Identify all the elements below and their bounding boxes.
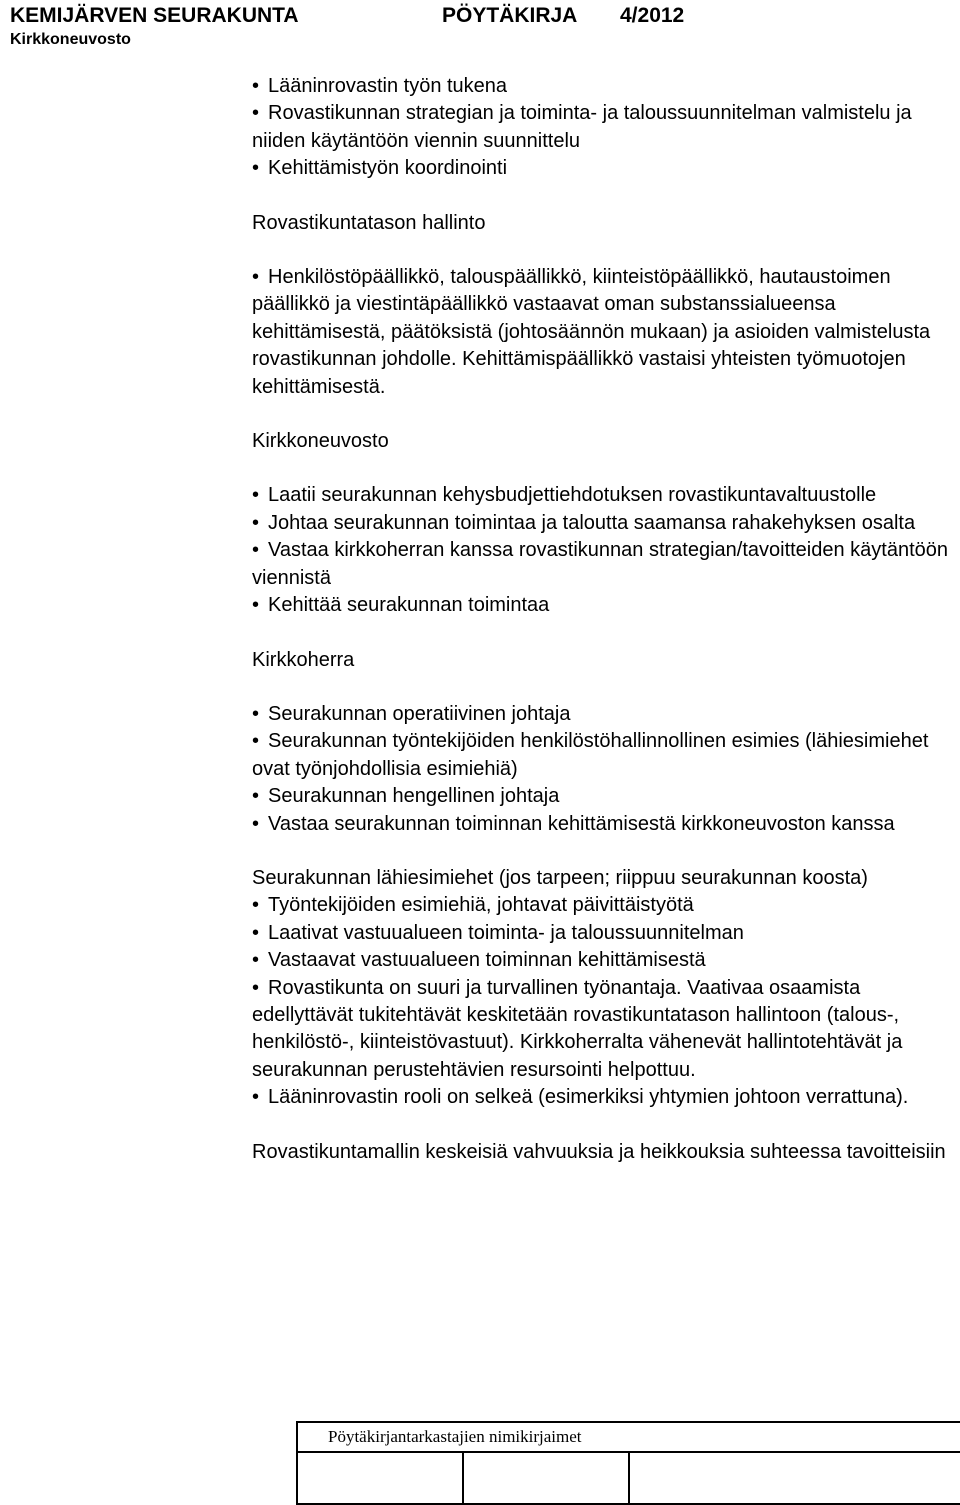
bullet-icon: •: [252, 949, 260, 972]
bullet-text: Laatii seurakunnan kehysbudjettiehdotuksen rovastikuntavaltuustolle: [268, 484, 877, 507]
bullet-text: Vastaavat vastuualueen toiminnan kehittämisestä: [268, 949, 706, 972]
paragraph-gap: [252, 455, 957, 482]
bullet-item: [252, 100, 957, 155]
bullet-item: [252, 975, 957, 1085]
section-heading: Rovastikuntatason hallinto: [252, 211, 486, 234]
bullet-item: [252, 73, 957, 100]
bullet-text: Kehittämistyön koordinointi: [268, 157, 508, 180]
bullet-icon: •: [252, 511, 260, 534]
bullet-text: Lääninrovastin rooli on selkeä (esimerkiksi yhtymien johtoon verrattuna).: [268, 1086, 909, 1109]
bullet-icon: •: [252, 539, 260, 562]
initials-cell[interactable]: [630, 1453, 960, 1505]
bullet-icon: •: [252, 785, 260, 808]
bullet-item: [252, 482, 957, 509]
bullet-icon: •: [252, 730, 260, 753]
bullet-item: [252, 510, 957, 537]
paragraph-gap: [252, 1112, 957, 1139]
bullet-icon: •: [252, 894, 260, 917]
bullet-item: [252, 920, 957, 947]
bullet-text: Kehittää seurakunnan toimintaa: [268, 594, 550, 617]
initials-cell[interactable]: [464, 1453, 630, 1505]
bullet-icon: •: [252, 812, 260, 835]
paragraph-gap: [252, 620, 957, 647]
initials-cell[interactable]: [298, 1453, 464, 1505]
document-number: 4/2012: [620, 4, 685, 27]
bullet-item: [252, 783, 957, 810]
bullet-icon: •: [252, 976, 260, 999]
section-heading: Seurakunnan lähiesimiehet (jos tarpeen; riippuu seurakunnan koosta): [252, 866, 868, 889]
bullet-icon: •: [252, 921, 260, 944]
header-line: [10, 2, 950, 30]
paragraph-gap: [252, 674, 957, 701]
bullet-item: [252, 264, 957, 401]
bullet-item: [252, 811, 957, 838]
paragraph-gap: [252, 838, 957, 865]
document-header: [10, 2, 950, 50]
bullet-text: Rovastikunta on suuri ja turvallinen työnantaja. Vaativaa osaamista edellyttävät tukitehtävät keskitetään rovastikuntatason hallintoon (talous-, henkilöstö-, kiinteistövastuut). Kirkkoherralta vähenevät hallintotehtävät ja seurakunnan perustehtävien resursointi helpottuu.: [252, 976, 903, 1081]
paragraph-gap: [252, 401, 957, 428]
bullet-item: [252, 155, 957, 182]
bullet-icon: •: [252, 157, 260, 180]
bullet-item: [252, 592, 957, 619]
bullet-item: [252, 728, 957, 783]
bullet-item: [252, 701, 957, 728]
section-heading: Kirkkoherra: [252, 648, 355, 671]
signature-cells: [298, 1453, 960, 1505]
bullet-item: [252, 1084, 957, 1111]
document-body: [252, 73, 957, 1166]
signature-box: [296, 1421, 960, 1505]
bullet-text: Vastaa kirkkoherran kanssa rovastikunnan strategian/tavoitteiden käytäntöön viennistä: [252, 539, 949, 589]
paragraph-gap: [252, 237, 957, 264]
section-heading: Kirkkoneuvosto: [252, 430, 389, 453]
bullet-text: Vastaa seurakunnan toiminnan kehittämisestä kirkkoneuvoston kanssa: [268, 812, 895, 835]
bullet-text: Henkilöstöpäällikkö, talouspäällikkö, kiinteistöpäällikkö, hautaustoimen päällikkö ja viestintäpäällikkö vastaavat oman substanssialueensa kehittämisestä, päätöksistä (johtosäännön mukaan) ja asioiden valmistelusta rovastikunnan johdolle. Kehittämispäällikkö vastaisi yhteisten työmuotojen kehittämisestä.: [252, 266, 931, 398]
bullet-text: Johtaa seurakunnan toimintaa ja taloutta saamansa rahakehyksen osalta: [268, 511, 916, 534]
bullet-text: Laativat vastuualueen toiminta- ja taloussuunnitelman: [268, 921, 744, 944]
issuing-body: Kirkkoneuvosto: [10, 31, 131, 48]
bullet-icon: •: [252, 266, 260, 289]
bullet-text: Lääninrovastin työn tukena: [268, 75, 508, 97]
bullet-text: Seurakunnan operatiivinen johtaja: [268, 702, 571, 725]
bullet-item: [252, 537, 957, 592]
bullet-text: Työntekijöiden esimiehiä, johtavat päivittäistyötä: [268, 894, 694, 917]
document-type: PÖYTÄKIRJA: [442, 4, 578, 27]
bullet-text: Seurakunnan työntekijöiden henkilöstöhallinnollinen esimies (lähiesimiehet ovat työnjohdollisia esimiehiä): [252, 730, 929, 780]
bullet-icon: •: [252, 1086, 260, 1109]
bullet-icon: •: [252, 594, 260, 617]
bullet-icon: •: [252, 702, 260, 725]
section-heading: Rovastikuntamallin keskeisiä vahvuuksia ja heikkouksia suhteessa tavoitteisiin: [252, 1140, 946, 1163]
bullet-item: [252, 947, 957, 974]
signature-box-title: Pöytäkirjantarkastajien nimikirjaimet: [298, 1423, 960, 1453]
bullet-icon: •: [252, 102, 260, 125]
bullet-item: [252, 892, 957, 919]
organization-name: KEMIJÄRVEN SEURAKUNTA: [10, 4, 299, 27]
bullet-text: Seurakunnan hengellinen johtaja: [268, 785, 560, 808]
bullet-icon: •: [252, 484, 260, 507]
bullet-text: Rovastikunnan strategian ja toiminta- ja taloussuunnitelman valmistelu ja niiden käytäntöön viennin suunnittelu: [252, 102, 912, 152]
bullet-icon: •: [252, 75, 260, 97]
paragraph-gap: [252, 183, 957, 210]
